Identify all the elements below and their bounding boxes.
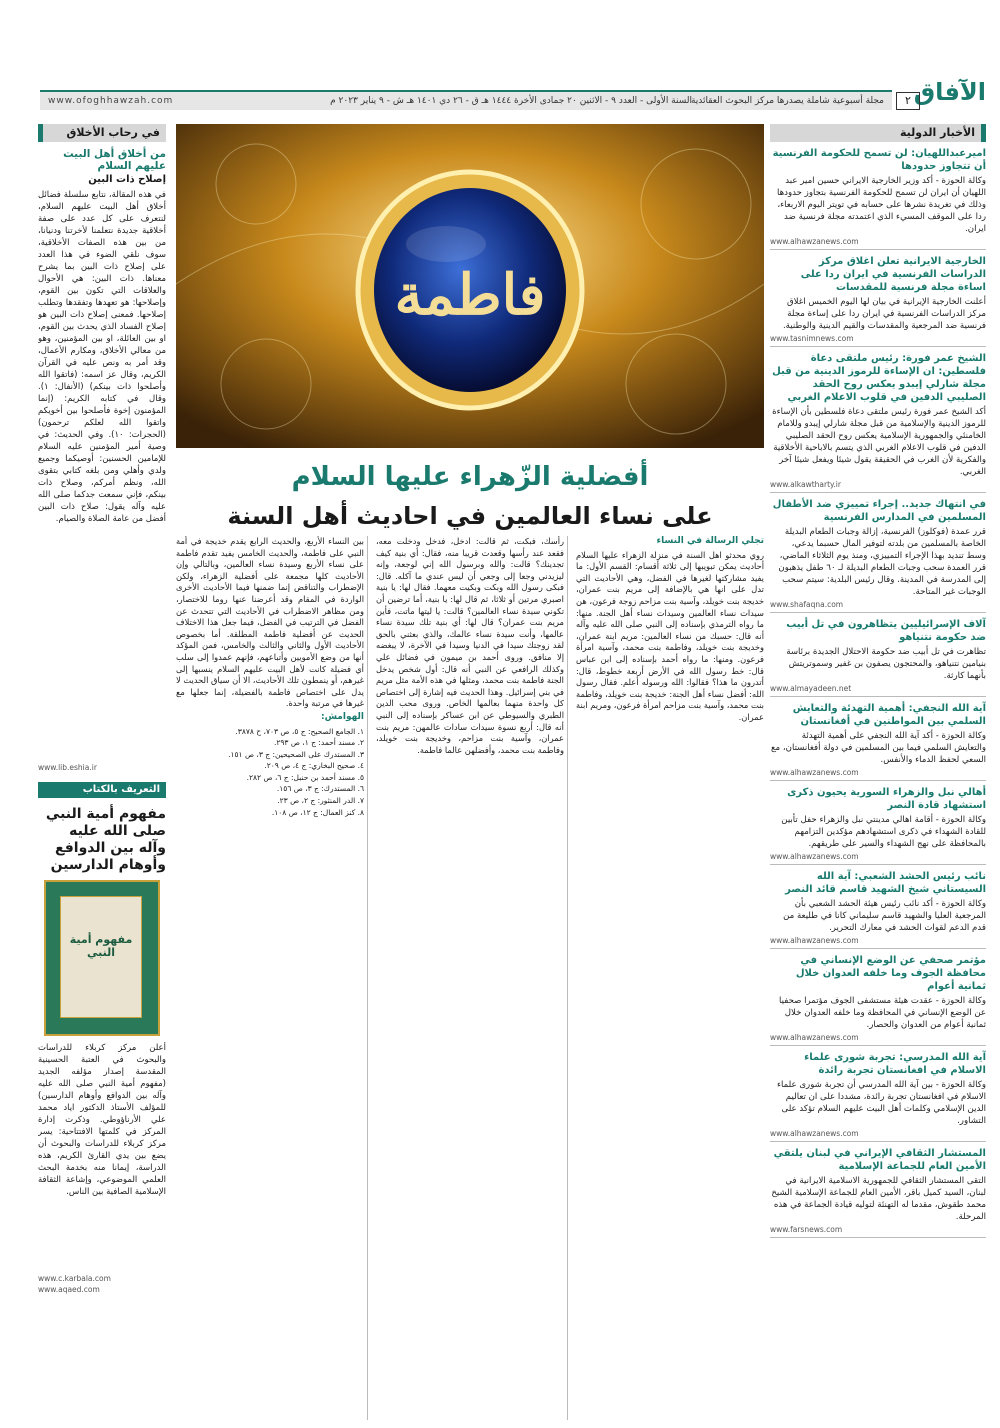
footnote: ٤. صحيح البخاري: ج ٤، ص ٢٠٩. [264,761,364,771]
article-title-line1: أفضلية الزّهراء عليها السلام [291,462,649,492]
news-body: وكالة الحوزة - بين آية الله المدرسي أن تجربة شورى علماء الاسلام في افغانستان تجربة رائدة، مشددا على ان تعاليم الدين الإسلامي وكلمات أهل البيت عليهم السلام تؤكد على التشاور. [776,1080,986,1126]
news-source[interactable]: www.almayadeen.net [770,684,852,693]
news-source[interactable]: www.alhawzanews.com [770,237,859,246]
ethics-column [38,124,166,1420]
news-source[interactable]: www.alhawzanews.com [770,768,859,777]
ethics-source[interactable]: www.lib.eshia.ir [38,763,97,772]
book-introduction [38,782,166,1294]
news-source[interactable]: www.shafaqna.com [770,600,844,609]
book-title: مفهوم أمية النبي صلى الله عليه وآله بين الدوافع وأوهام الدارسين [45,806,166,873]
website-url[interactable]: www.ofoghhawzah.com [48,96,174,106]
news-body: أعلنت الخارجية الإيرانية في بيان لها اليوم الخميس اغلاق مركز الدراسات الفرنسية في ايران ردا على إساءة مجلة فرنسية ضد المرجعية والمقدسات والقيم الدينية والوطنية. [782,297,986,331]
news-source[interactable]: www.tasnimnews.com [770,334,854,343]
news-item [770,870,986,949]
news-item [770,954,986,1046]
news-headline[interactable]: نائب رئيس الحشد الشعبي: آية الله السيستاني شيخ الشهيد قاسم قائد النصر [785,871,986,895]
news-headline[interactable]: في انتهاك جديد.. إجراء تمييزي ضد الأطفال المسلمين في المدارس الفرنسية [772,499,986,523]
footnote: ٢. مسند أحمد: ج ١، ص ٢٩٣. [273,738,364,748]
news-body: التقى المستشار الثقافي للجمهورية الاسلامية الايرانية في لبنان، السيد كميل باقر، الأمين العام للجماعة الإسلامية الشيخ محمد طقوش، مقدما له التهنئة لتوليه قيادة الجماعة في هذه المرحلة. [771,1176,986,1222]
footnote: ٦. المستدرك: ج ٣، ص ١٥٦. [276,784,364,794]
main-article [176,124,764,1420]
page-header [0,0,1000,112]
news-source[interactable]: www.farsnews.com [770,1225,843,1234]
book-cover-label [60,896,142,1018]
news-source[interactable]: www.alhawzanews.com [770,1033,859,1042]
international-news-column [770,124,986,1420]
news-body: وكالة الحوزة - أكد نائب رئيس هيئة الحشد الشعبي بأن المرجعية العليا والشهيد قاسم سليماني كانا في طليعة من قدم الدعم لقوات الحشد في معارك التحرير. [783,899,986,933]
book-section-label: التعريف بالكتاب [38,782,166,798]
news-item [770,1051,986,1142]
news-headline[interactable]: الشيخ عمر فورة: رئيس ملتقى دعاة فلسطين: ان الإساءة للرموز الدينية من قبل مجلة شارلي إيبدو يعكس روح الحقد الصليبي الدفين في قلوب الاعلام الغربي [772,353,986,403]
news-source[interactable]: www.alhawzanews.com [770,936,859,945]
news-headline[interactable]: آلاف الإسرائيليين يتظاهرون في تل أبيب ضد حكومة نتنياهو [786,619,986,643]
news-body: وكالة الحوزة - أكد آية الله النجفي على أهمية التهدئة والتعايش السلمي فيما بين المسلمين في دولة أفغانستان، مع السعي لحفظ الدماء والأنفس. [770,731,986,765]
footnote: ١. الجامع الصحيح: ج ٥، ص ٧٠٣، ح ٣٨٧٨. [235,726,364,736]
news-source[interactable]: www.alhawzanews.com [770,1129,859,1138]
news-headline[interactable]: الخارجية الايرانية تعلن اغلاق مركز الدراسات الفرنسية في ايران ردا على اساءة مجلة فرنسية للمقدسات [800,256,986,293]
footnotes-list [176,726,364,819]
news-headline[interactable]: المستشار الثقافي الإيراني في لبنان يلتقي الأمين العام للجماعة الإسلامية [773,1148,986,1172]
section-title: الأخبار الدولية [770,124,986,142]
article-text: رأسك، فبكت، ثم قالت: ادخل، فدخل ودخلت معه، فقعد عند رأسها وقعدت قريبا منه، فقال: أي بنية كيف تجدينك؟ قالت: والله وبرسول الله إني لوجعة، وإنه ليزيدني وجعا إلى وجعي أن ليس عندي ما آكله. قال: فبكى رسول الله وبكت وبكيت معهما. فقال لها: يا بنية اصبري مرتين أو ثلاثا، ثم قال لها: يا بنية، أما ترضين أن تكوني سيدة نساء العالمين؟ قالت: يا ليتها ماتت، فأين مريم بنت عمران؟ قال لها: أي بنية تلك سيدة نساء عالمها، وأنت سيدة نساء عالمك، والذي بعثني بالحق لقد زوجتك سيدا في الدنيا وسيدا في الآخرة، لا يبغضه إلا منافق. وروى أحمد بن ميمون في فضائل علي وكذلك الرافعي عن النبي أنه قال: أول شخص يدخل الجنة فاطمة بنت محمد، ومثلها في هذه الأمة مثل مريم في بني إسرائيل. وهذا الحديث فيه إشارة إلى اختصاص كل واحدة منهما بعالمها الخاص. وروى محب الدين الطبري والسيوطي عن ابن عساكر بإسناده إلى النبي أنه قال: أربع نسوة سيدات سادات عالمهن: مريم بنت عمران، وآسية بنت مزاحم، وخديجة بنت خويلد، وفاطمة بنت محمد، وأفضلهن عالما فاطمة. [376,536,564,755]
news-item [770,255,986,347]
ethics-subtitle: من أخلاق أهل البيت عليهم السلام [63,148,166,172]
article-text: بين النساء الأربع، والحديث الرابع يقدم خديجة في أمة النبي على فاطمة، والحديث الخامس يفيد تقدم فاطمة على نساء الأربع وسيدة نساء العالمين، وبالتالي وإن الأحاديث كلها مجمعة على أفضلية الزهراء، ولكن الإضطراب والتناقض إنما ضمنها فيما الأحاديث الأخرى الواردة في المقام وقد أعرضنا عنها روما للاختصار، ومن مظاهر الاضطراب في الأحاديث التي تتحدث عن الفضل في الترتيب في الفضل، فيما جعل هذا الاختلاف الحديث عن أفضلية فاطمة المطلقة. أما بخصوص الأحاديث الأول والثاني والثالث والخامس، فمن المؤكد أنها من وضع الأمويين وأتباعهم، فإنهم عمدوا إلى سلب أي فضيلة كانت لأهل البيت عليهم السلام ينسبها إلى غيرهم، أو ينمطون تلك الأحاديث، الا أن سياق الحديث لا يدل على اختصاص فاطمة بالفضيلة، إنما جعلها مع غيرها في مرتبة واحدة. [176,536,364,709]
news-item [770,498,986,613]
news-item [770,786,986,865]
hero-calligraphy: فاطمة [394,262,546,328]
masthead-logo: الآفاق [913,78,986,106]
masthead-description: مجلة أسبوعية شاملة يصدرها مركز البحوث العقائدية [690,96,884,106]
ethics-text: في هذه المقالة، نتابع سلسلة فضائل أخلاق أهل البيت عليهم السلام، لنتعرف على كل عدد على صفة أخلاقية جديدة نتعلمنا لأخرتنا ودنيانا، من بين هذه الصفات الأخلاقية، سوف نلقي الضوء في هذا العدد على إصلاح ذات البين بما يشرح معناها. ذات البين: هي الأحوال والعلاقات التي تكون بين القوم، وإصلاحها: هو تعهدها وتفقدها وتطلب إصلاحها. فمعنى إصلاح ذات البين هو إصلاح الفساد الذي يحدث بين القوم، او بين العائلة، او بين المؤمنين، وهو من معالي الأخلاق، ومكارم الأعمال، وقد أمر به ونص عليه في القرآن الكريم، وقال عز اسمه: (فاتقوا الله وأصلحوا ذات بينكم) (الأنفال: ١). وقال في كتابه الكريم: (إنما المؤمنون إخوة فأصلحوا بين أخويكم واتقوا الله لعلكم ترحمون) (الحجرات: ١٠). وفي الحديث: في وصية أمير المؤمنين عليه السلام للإمامين الحسنين: أوصيكما وجميع ولدي وأهلي ومن بلغه كتابي بتقوى الله، ونظم أمركم، وصلاح ذات بينكم، فإني سمعت جدكما صلى الله عليه وآله يقول: صلاح ذات البين أفضل من عامة الصلاة والصيام. [38,190,166,524]
article-title-line2: على نساء العالمين في احاديث أهل السنة [227,502,713,530]
hero-image [176,124,764,448]
news-source[interactable]: www.alkawtharty.ir [770,480,841,489]
article-headline [176,462,764,530]
news-item [770,352,986,493]
news-headline[interactable]: أهالي نبل والزهراء السورية يحيون ذكرى استشهاد قادة النصر [787,787,986,811]
book-cover-image [44,880,160,1036]
article-body [176,536,764,1420]
news-body: تظاهرت في تل أبيب ضد حكومة الاحتلال الجديدة برئاسة بنيامين نتنياهو، والمحتجون يصفون بن غفير وسموتريتش بأنهما كارثة. [786,647,986,681]
book-source[interactable]: www.aqaed.com [38,1285,100,1294]
news-item [770,702,986,781]
news-headline[interactable]: مؤتمر صحفي عن الوضع الإنساني في محافظة الجوف وما خلفه العدوان خلال ثمانية أعوام [795,955,986,992]
column-divider [567,536,568,1420]
issue-info: السنة الأولى - العدد ٩ - الاثنين ٢٠ جمادى الأخرة ١٤٤٤ هـ ق - ٢٦ دي ١٤٠١ هـ ش - ٩ يناير ٢٠٢٣ م [330,96,692,106]
news-body: أكد الشيخ عمر فورة رئيس ملتقى دعاة فلسطين بأن الإساءة للرموز الدينية والإسلامية من قبل مجلة شارلي إيبدو وللامام الخامنئي والجمهورية الإسلامية يعكس روح الحقد الصليبي الدفين في قلوب الاعلام الغربي الذي يتسم بالاباحية الأخلاقية والفكرية لأن الغرب في الحقيقة يقول شيئا ويفعل شيئا آخر الغربي. [772,407,986,477]
article-col-2 [376,536,564,1420]
footnote: ٣. المستدرك على الصحيحين: ج ٣، ص ١٥١. [228,749,364,759]
news-source[interactable]: www.alhawzanews.com [770,852,859,861]
page-number: ٢ [896,92,920,110]
footnote: ٧. الدر المنثور: ج ٢، ص ٢٣. [277,796,364,806]
column-divider [367,536,368,1420]
section-title: في رحاب الأخلاق [38,124,166,142]
news-item [770,1147,986,1238]
news-headline[interactable]: امیرعبداللهیان: لن تسمح للحکومة الفرنسية أن تتجاوز حدودها [772,148,986,172]
article-subhead: تجلي الرسالة في النساء [656,536,764,546]
ethics-topic: إصلاح ذات البين [88,174,166,185]
news-item [770,618,986,697]
news-headline[interactable]: آية الله المدرسي: تجربة شورى علماء الاسلام في افغانستان تجربة رائدة [804,1052,986,1076]
article-col-1 [576,536,764,1420]
article-text: روي محدثو اهل السنة في منزلة الزهراء عليها السلام أحاديث يمكن تبويبها إلى ثلاثة أقسام: القسم الأول: ما يفيد مشاركتها لغيرها في الفضل، وهي الأحاديث التي تدل على انها هي بالإضافة إلى مريم بنت عمران، خديجة بنت خويلد، وآسية بنت مزاحم زوجة فرعون، هن سيدات نساء العالمين وسيدات نساء أهل الجنة. منها: ما رواه الترمذي بإسناده إلى النبي صلى الله عليه وآله أنه قال: حسبك من نساء العالمين: مريم ابنة عمران، وخديجة بنت خويلد، وفاطمة بنت محمد، وآسية امرأة فرعون. ومنها: ما رواه أحمد بإسناده إلى ابن عباس قال: خط رسول الله في الأرض أربعة خطوط، قال: أتدرون ما هذا؟ فقالوا: الله ورسوله أعلم. فقال رسول الله: أفضل نساء أهل الجنة: خديجة بنت خويلد، وفاطمة بنت محمد، وآسية بنت مزاحم امرأة فرعون، ومريم ابنة عمران. [576,549,764,722]
news-headline[interactable]: آية الله النجفي: أهمية التهدئة والتعايش السلمي بين المواطنين في أفغانستان [792,703,986,727]
book-source[interactable]: www.c.karbala.com [38,1274,111,1283]
news-item [770,147,986,250]
fatima-shrine-illustration [176,124,764,448]
news-body: وكالة الحوزة - أقامة اهالي مدينتي نبل والزهراء حفل تأبين للقادة الشهداء في ذكرى استشهادهم مؤكدين التزامهم بالمحافظة على نهج الشهداء والسير على طريقهم. [781,815,986,849]
book-description: أعلن مركز كربلاء للدراسات والبحوث في العتبة الحسينية المقدسة إصدار مؤلفه الجديد (مفهوم أمية النبي صلى الله عليه وآله بين الدوافع وأوهام الدارسين) للمؤلف الأستاذ الدكتور اياد محمد علي الأرناؤوطي. وذكرت إدارة المركز في كلمتها الافتتاحية: يسر مركز كربلاء للدراسات والبحوث أن يضع بين يدي القارئ الكريم، هذه الدراسة، إيمانا منه بخدمة البحث العلمي الموضوعي، وإشاعة الثقافة الإسلامية الصافية بين الناس. [38,1043,166,1197]
footnotes-title: الهوامش: [320,711,364,722]
news-body: قرر عمدة (فوكلوز) الفرنسية، إزالة وجبات الطعام البديلة الخاصة بالمسلمين من بلدته لتوفير المال حسبما يدعي، وسط تنديد بهذا الإجراء التمييزي، ومنذ يوم الثلاثاء الماضي، قرر العمدة سحب وجبات الطعام البديلة لـ ٦٠ طفل يذهبون إلى المدرسة في المدينة. وقال رئيس البلدية: سيتم سحب الوجبات غير المتاحة. [778,527,986,597]
header-info-bar [40,90,892,110]
article-col-3 [176,536,364,1420]
footnote: ٥. مسند أحمد بن حنبل: ج ٦، ص ٢٨٢. [246,772,364,782]
news-body: وكالة الحوزة - أكد وزير الخارجية الايراني حسين امير عبد اللهيان أن ايران لن تسمح للحكومة الفرنسية بتجاوز حدودها وذلك في تغريدة نشرها على حسابه في تويتر اليوم الاربعاء، ردا على الموقف المسيء الذي اعتمدته مجلة فرنسية ضد ايران. [776,176,986,234]
news-list [770,147,986,1238]
news-body: وكالة الحوزة - عقدت هيئة مستشفى الجوف مؤتمرا صحفيا عن الوضع الإنساني في المحافظة وما خلفه العدوان خلال ثمانية أعوام من العدوان والحصار. [779,996,986,1030]
footnote: ٨. كنز العمال: ج ١٢، ص ١٠٨. [271,807,364,817]
book-cover-title: مفهوم أمية النبي [69,933,133,959]
